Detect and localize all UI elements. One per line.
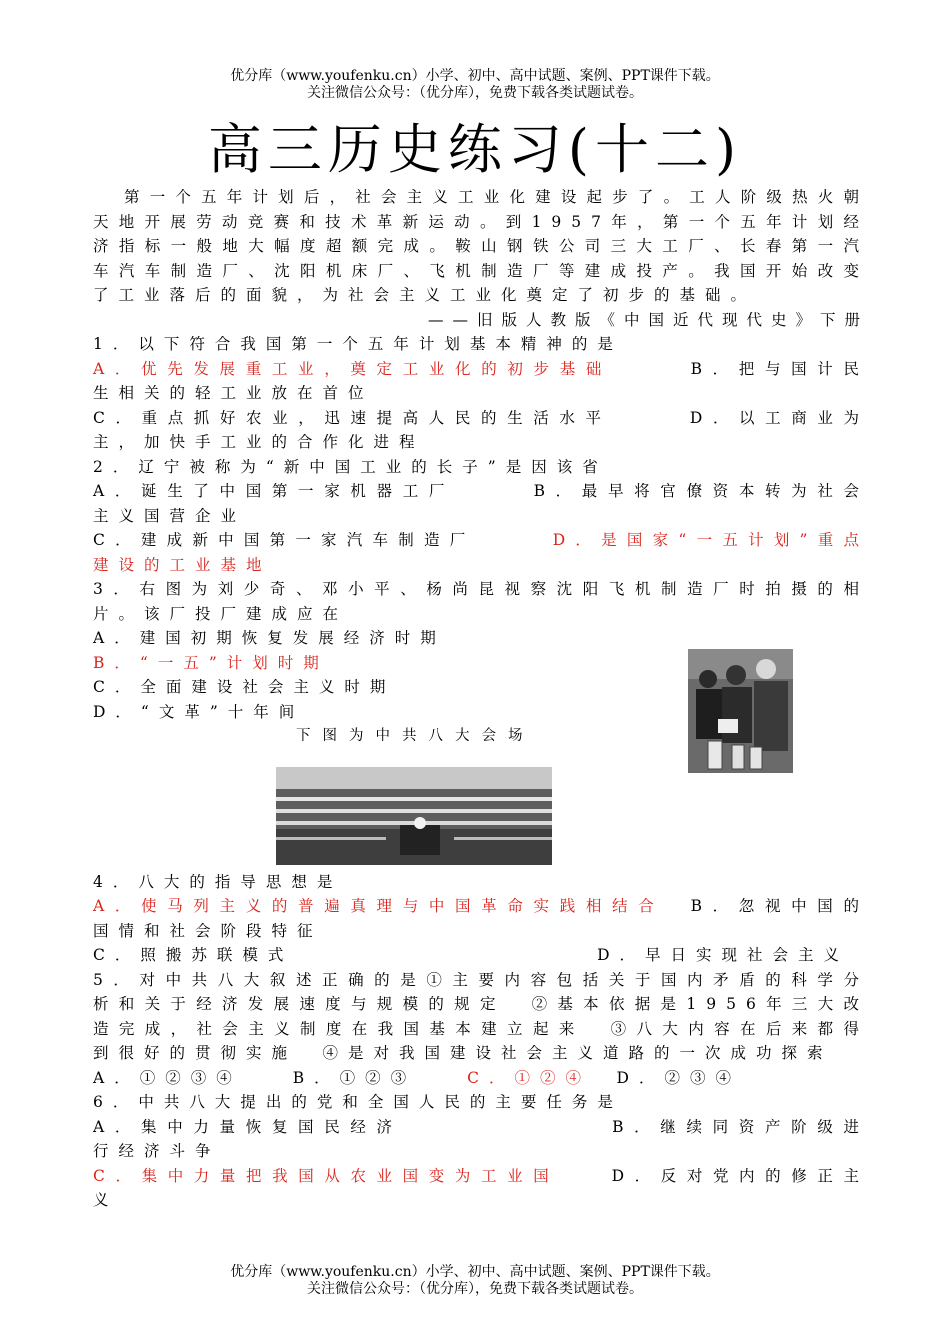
- footer-line-1: 优分库（www.youfenku.cn）小学、初中、高中试题、案例、PPT课件下载。: [230, 1264, 720, 1280]
- question-1-option-d: D．以工商业为主，加快手工业的合作化进程: [93, 408, 869, 451]
- question-5-option-c: C．①②④: [467, 1068, 592, 1087]
- question-5-stem: 5．对中共八大叙述正确的是①主要内容包括关于国内矛盾的科学分析和关于经济发展速度与规模的规定 ②基本依据是1956年三大改造完成，社会主义制度在我国基本建立起来 ③八大内容在后来都得到很好的贯彻实施 ④是对我国建设社会主义道路的一次成功探索: [93, 970, 869, 1062]
- question-4-stem: 4．八大的指导思想是: [93, 872, 343, 891]
- question-3-option-c: C．全面建设社会主义时期: [93, 678, 396, 696]
- question-4-option-d: D．早日实现社会主义: [597, 946, 849, 964]
- question-5-option-d: D．②③④: [616, 1068, 741, 1087]
- page-footer: [0, 1264, 950, 1298]
- question-2-option-c: C．建成新中国第一家汽车制造厂: [93, 531, 476, 549]
- header-line-1: 优分库（www.youfenku.cn）小学、初中、高中试题、案例、PPT课件下载。: [230, 68, 720, 84]
- congress-hall-photo: [276, 767, 552, 865]
- question-6-option-a: A．集中力量恢复国民经济: [93, 1117, 403, 1136]
- page-header: [0, 68, 950, 102]
- question-3-option-a: A．建国初期恢复发展经济时期: [93, 629, 446, 647]
- question-4-option-b: B．忽视中国的国情和社会阶段特征: [93, 897, 869, 940]
- passage-source: ——旧版人教版《中国近代现代史》下册: [427, 310, 869, 329]
- question-2-option-a: A．诞生了中国第一家机器工厂: [93, 482, 456, 500]
- question-5-option-b: B．①②③: [292, 1068, 417, 1087]
- factory-inspection-photo: [688, 649, 793, 773]
- footer-line-2: 关注微信公众号：（优分库），免费下载各类试题试卷。: [307, 1281, 643, 1297]
- question-3-option-d: D．“文革”十年间: [93, 702, 305, 721]
- question-2-stem: 2．辽宁被称为“新中国工业的长子”是因该省: [93, 457, 608, 476]
- question-6-option-c: C．集中力量把我国从农业国变为工业国: [93, 1166, 560, 1185]
- question-3-option-b: B．“一五”计划时期: [93, 653, 329, 672]
- question-6-stem: 6．中共八大提出的党和全国人民的主要任务是: [93, 1093, 623, 1111]
- question-6-option-b: B．继续同资产阶级进行经济斗争: [93, 1117, 869, 1160]
- question-5-option-a: A．①②③④: [93, 1068, 242, 1087]
- question-3-stem: 3．右图为刘少奇、邓小平、杨尚昆视察沈阳飞机制造厂时拍摄的相片。该厂投厂建成应在: [93, 580, 869, 623]
- question-1-option-b: B．把与国计民生相关的轻工业放在首位: [93, 359, 869, 402]
- question-1-option-c: C．重点抓好农业，迅速提高人民的生活水平: [93, 408, 612, 427]
- question-1-stem: 1．以下符合我国第一个五年计划基本精神的是: [93, 335, 623, 353]
- question-4-option-c: C．照搬苏联模式: [93, 946, 294, 964]
- question-6-option-d: D．反对党内的修正主义: [93, 1166, 869, 1209]
- figure-caption: 下图为中共八大会场: [296, 728, 535, 744]
- header-line-2: 关注微信公众号：（优分库），免费下载各类试题试卷。: [307, 85, 643, 101]
- passage: 第一个五年计划后，社会主义工业化建设起步了。工人阶级热火朝天地开展劳动竞赛和技术革新运动。到1957年，第一个五年计划经济指标一般地大幅度超额完成。鞍山钢铁公司三大工厂、长春第一汽车汽车制造厂、沈阳机床厂、飞机制造厂等建成投产。我国开始改变了工业落后的面貌，为社会主义工业化奠定了初步的基础。: [93, 188, 869, 304]
- question-4-option-a: A．使马列主义的普遍真理与中国革命实践相结合: [93, 897, 665, 915]
- question-2-option-b: B．最早将官僚资本转为社会主义国营企业: [93, 482, 869, 525]
- page-title: 高三历史练习(十二): [207, 118, 743, 181]
- question-2-option-d: D．是国家“一五计划”重点建设的工业基地: [93, 531, 869, 574]
- question-1-option-a: A．优先发展重工业，奠定工业化的初步基础: [93, 359, 613, 378]
